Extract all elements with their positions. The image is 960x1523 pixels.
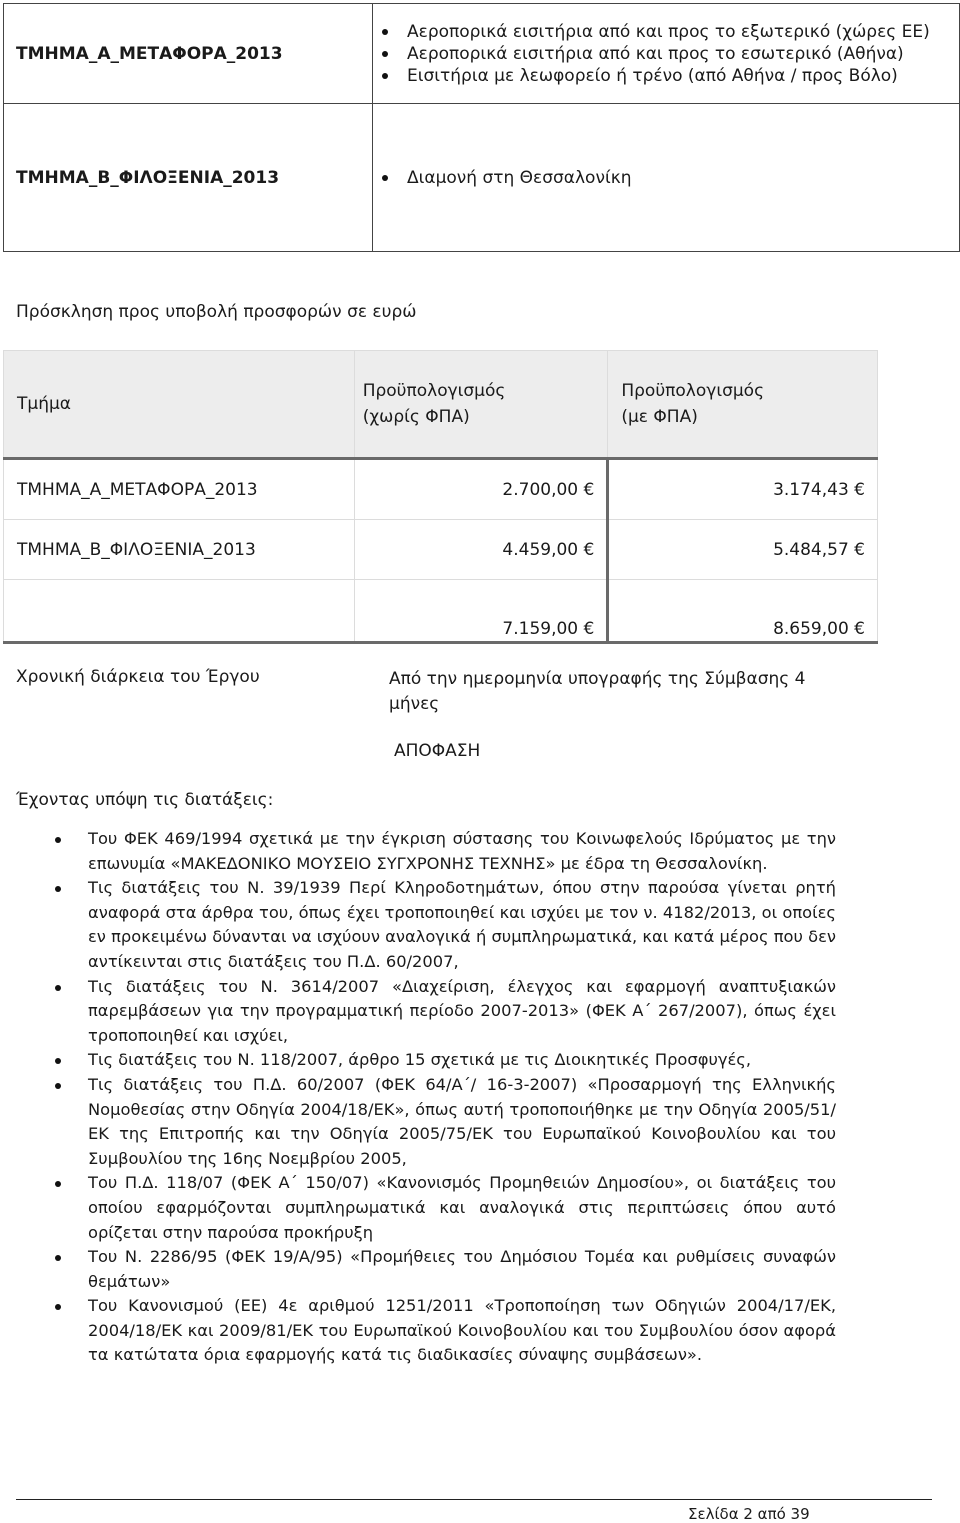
list-item: Αεροπορικά εισιτήρια από και προς το εσωτερικό (Αθήνα) <box>407 43 959 65</box>
euro-icon: € <box>854 619 865 639</box>
list-item: Του Π.Δ. 118/07 (ΦΕΚ Α΄ 150/07) «Κανονισμός Προμηθειών Δημοσίου», οι διατάξεις του οποίου εφαρμόζονται συμπληρωματικά και αναλογικά στις περιπτώσεις όπου αυτό ορίζεται στην παρούσα προκήρυξη <box>88 1171 836 1245</box>
lot-name: ΤΜΗΜΑ_Β_ΦΙΛΟΞΕΝΙΑ_2013 <box>4 104 373 252</box>
total-row <box>4 580 878 643</box>
euro-icon: € <box>583 479 595 500</box>
duration-value: Από την ημερομηνία υπογραφής της Σύμβασης 4 μήνες <box>389 669 806 714</box>
lot-items-cell <box>373 104 960 252</box>
lot-row <box>4 4 960 104</box>
amount-no-vat: 2.700,00 € <box>354 459 608 520</box>
euro-icon: € <box>583 619 595 639</box>
budget-header-row <box>4 351 878 459</box>
lot-items-list <box>373 21 959 87</box>
total-no-vat: 7.159,00 € <box>354 580 608 643</box>
duration-label: Χρονική διάρκεια του Έργου <box>16 667 260 687</box>
list-item: Του Ν. 2286/95 (ΦΕΚ 19/Α/95) «Προμήθειες του Δημόσιου Τομέα και ρυθμίσεις συναφών θεμάτων» <box>88 1245 836 1294</box>
budget-table <box>3 350 878 644</box>
list-item: Του ΦΕΚ 469/1994 σχετικά με την έγκριση σύστασης του Κοινωφελούς Ιδρύματος με την επωνυμία «ΜΑΚΕΔΟΝΙΚΟ ΜΟΥΣΕΙΟ ΣΥΓΧΡΟΝΗΣ ΤΕΧΝΗΣ» με έδρα τη Θεσσαλονίκη. <box>88 827 836 876</box>
lot-name: ΤΜΗΜΑ_Β_ΦΙΛΟΞΕΝΙΑ_2013 <box>4 520 355 580</box>
amount-vat: 3.174,43 € <box>608 459 878 520</box>
euro-icon: € <box>854 539 865 560</box>
list-item: Διαμονή στη Θεσσαλονίκη <box>407 167 959 189</box>
total-vat: 8.659,00 € <box>608 580 878 643</box>
list-item: Αεροπορικά εισιτήρια από και προς το εξωτερικό (χώρες ΕΕ) <box>407 21 959 43</box>
provisions-list <box>88 827 836 1368</box>
euro-icon: € <box>583 539 595 560</box>
budget-no-vat-header: Προϋπολογισμός (χωρίς ΦΠΑ) <box>354 351 608 459</box>
lot-items-cell <box>373 4 960 104</box>
lot-column-header: Τμήμα <box>4 351 355 459</box>
list-item: Τις διατάξεις του Π.Δ. 60/2007 (ΦΕΚ 64/Α΄/ 16-3-2007) «Προσαρμογή της Ελληνικής Νομοθεσίας στην Οδηγία 2004/18/ΕΚ», όπως αυτή τροποποιήθηκε με την Οδηγία 2005/51/ΕΚ της Επιτροπής και την Οδηγία 2005/75/ΕΚ του Ευρωπαϊκού Κοινοβουλίου και του Συμβουλίου της 16ης Νοεμβρίου 2005, <box>88 1073 836 1171</box>
list-item: Τις διατάξεις του Ν. 3614/2007 «Διαχείριση, έλεγχος και εφαρμογή αναπτυξιακών παρεμβάσεων για την προγραμματική περίοδο 2007-2013» (ΦΕΚ Α΄ 267/2007), όπως έχει τροποποιηθεί και ισχύει, <box>88 975 836 1049</box>
footer-divider <box>16 1499 932 1500</box>
lot-name: ΤΜΗΜΑ_Α_ΜΕΤΑΦΟΡΑ_2013 <box>4 459 355 520</box>
budget-vat-header: Προϋπολογισμός (με ΦΠΑ) <box>608 351 878 459</box>
lot-row <box>4 104 960 252</box>
lot-name: ΤΜΗΜΑ_Α_ΜΕΤΑΦΟΡΑ_2013 <box>4 4 373 104</box>
table-row <box>4 520 878 580</box>
lots-description-table <box>3 3 960 252</box>
list-item: Τις διατάξεις του Ν. 118/2007, άρθρο 15 σχετικά με τις Διοικητικές Προσφυγές, <box>88 1048 836 1073</box>
table-row <box>4 459 878 520</box>
lot-items-list <box>373 167 959 189</box>
page-number: Σελίδα 2 από 39 <box>688 1505 810 1523</box>
list-item: Του Κανονισμού (ΕΕ) 4ε αριθμού 1251/2011 «Τροποποίηση των Οδηγιών 2004/17/ΕΚ, 2004/18/ΕΚ και 2009/81/ΕΚ του Ευρωπαϊκού Κοινοβουλίου και του Συμβουλίου όσον αφορά τα κατώτατα όρια εφαρμογής κατά τις διαδικασίες σύναψης συμβάσεων». <box>88 1294 836 1368</box>
having-regard-text: Έχοντας υπόψη τις διατάξεις: <box>16 790 274 810</box>
euro-icon: € <box>854 479 865 500</box>
list-item: Τις διατάξεις του Ν. 39/1939 Περί Κληροδοτημάτων, όπου στην παρούσα γίνεται ρητή αναφορά στα άρθρα του, όπως έχει τροποποιηθεί και ισχύει με τον ν. 4182/2013, οι οποίες εν προκειμένω δύνανται να ισχύουν αναλογικά ή συμπληρωματικά, και κατά μέρος που δεν αντίκεινται στις διατάξεις του Π.Δ. 60/2007, <box>88 876 836 974</box>
decision-heading: ΑΠΟΦΑΣΗ <box>394 741 481 761</box>
list-item: Εισιτήρια με λεωφορείο ή τρένο (από Αθήνα / προς Βόλο) <box>407 65 959 87</box>
amount-no-vat: 4.459,00 € <box>354 520 608 580</box>
amount-vat: 5.484,57 € <box>608 520 878 580</box>
invitation-text: Πρόσκληση προς υποβολή προσφορών σε ευρώ <box>16 302 417 322</box>
